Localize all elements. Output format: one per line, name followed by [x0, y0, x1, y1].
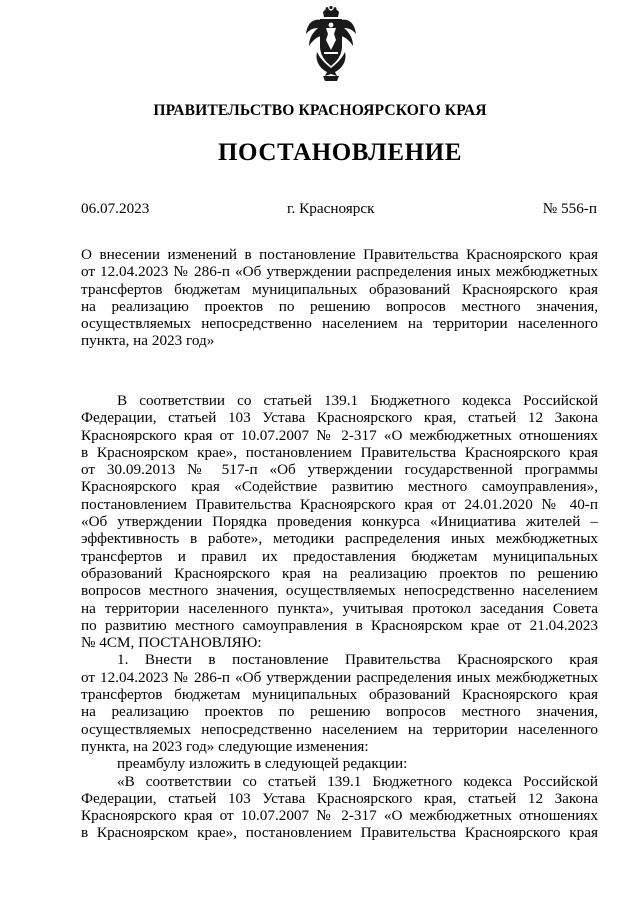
body-line: в Красноярском крае», постановлением Правительства Красноярского края: [81, 824, 598, 842]
body-line: образований Красноярского края на реализацию проектов по решению: [81, 564, 598, 582]
body-line: осуществляемых непосредственно населением на территории населенного: [81, 720, 598, 738]
subject-line: О внесении изменений в постановление Правительства Красноярского края: [81, 246, 598, 263]
body-line: «В соответствии со статьей 139.1 Бюджетного кодекса Российской: [117, 772, 598, 790]
body-line: Красноярского края от 10.07.2007 № 2-317 «О межбюджетных отношениях: [81, 807, 598, 825]
body-line: в Красноярском крае», постановлением Правительства Красноярского края: [81, 443, 598, 461]
body-line: пункта, на 2023 год» следующие изменения:: [81, 737, 369, 755]
body-line: эффективность в работе», методики распределения иных межбюджетных: [81, 530, 598, 548]
body-line: Федерации, статьей 103 Устава Красноярского края, статьей 12 Закона: [81, 789, 598, 807]
body-line: В соответствии со статьей 139.1 Бюджетного кодекса Российской: [117, 392, 598, 409]
document-number: № 556-п: [542, 200, 597, 217]
subject-line: пункта, на 2023 год»: [81, 332, 215, 350]
document-type-title: ПОСТАНОВЛЕНИЕ: [217, 139, 463, 166]
body-line: на территории населенного пункта», учитывая протокол заседания Совета: [81, 599, 598, 617]
body-line: от 12.04.2023 № 286-п «Об утверждении распределения иных межбюджетных: [81, 668, 598, 686]
subject-line: на реализацию проектов по решению вопросов местного значения,: [81, 297, 598, 315]
organization-name: ПРАВИТЕЛЬСТВО КРАСНОЯРСКОГО КРАЯ: [153, 102, 487, 119]
body-line: вопросов местного значения, осуществляемых непосредственно населением: [81, 582, 598, 600]
subject-line: осуществляемых непосредственно населением на территории населенного: [81, 315, 598, 333]
body-line: трансфертов и правил их предоставления бюджетам муниципальных: [81, 547, 598, 565]
body-line: преамбулу изложить в следующей редакции:: [117, 755, 408, 773]
subject-line: от 12.04.2023 № 286-п «Об утверждении распределения иных межбюджетных: [81, 263, 598, 281]
body-line: 1. Внести в постановление Правительства Красноярского края: [117, 651, 598, 669]
body-line: Федерации, статьей 103 Устава Красноярского края, статьей 12 Закона: [81, 409, 598, 427]
body-line: по развитию местного самоуправления в Красноярском крае от 21.04.2023: [81, 616, 598, 634]
body-line: от 30.09.2013 № 517-п «Об утверждении государственной программы: [81, 461, 598, 479]
body-line: № 4СМ, ПОСТАНОВЛЯЮ:: [81, 634, 262, 652]
body-line: постановлением Правительства Красноярского края от 24.01.2020 № 40-п: [81, 495, 598, 513]
coat-of-arms-emblem: [303, 6, 359, 82]
subject-line: трансфертов бюджетам муниципальных образований Красноярского края: [81, 280, 598, 298]
document-city: г. Красноярск: [287, 200, 375, 217]
document-subject: [81, 246, 598, 350]
body-line: трансфертов бюджетам муниципальных образований Красноярского края: [81, 686, 598, 704]
body-line: на реализацию проектов по решению вопросов местного значения,: [81, 703, 598, 721]
body-line: Красноярского края от 10.07.2007 № 2-317 «О межбюджетных отношениях: [81, 426, 598, 444]
body-line: «Об утверждении Порядка проведения конкурса «Инициатива жителей –: [81, 513, 598, 531]
document-body: [81, 392, 598, 842]
body-line: Красноярского края «Содействие развитию местного самоуправления»,: [81, 478, 598, 496]
document-date: 06.07.2023: [81, 200, 150, 217]
